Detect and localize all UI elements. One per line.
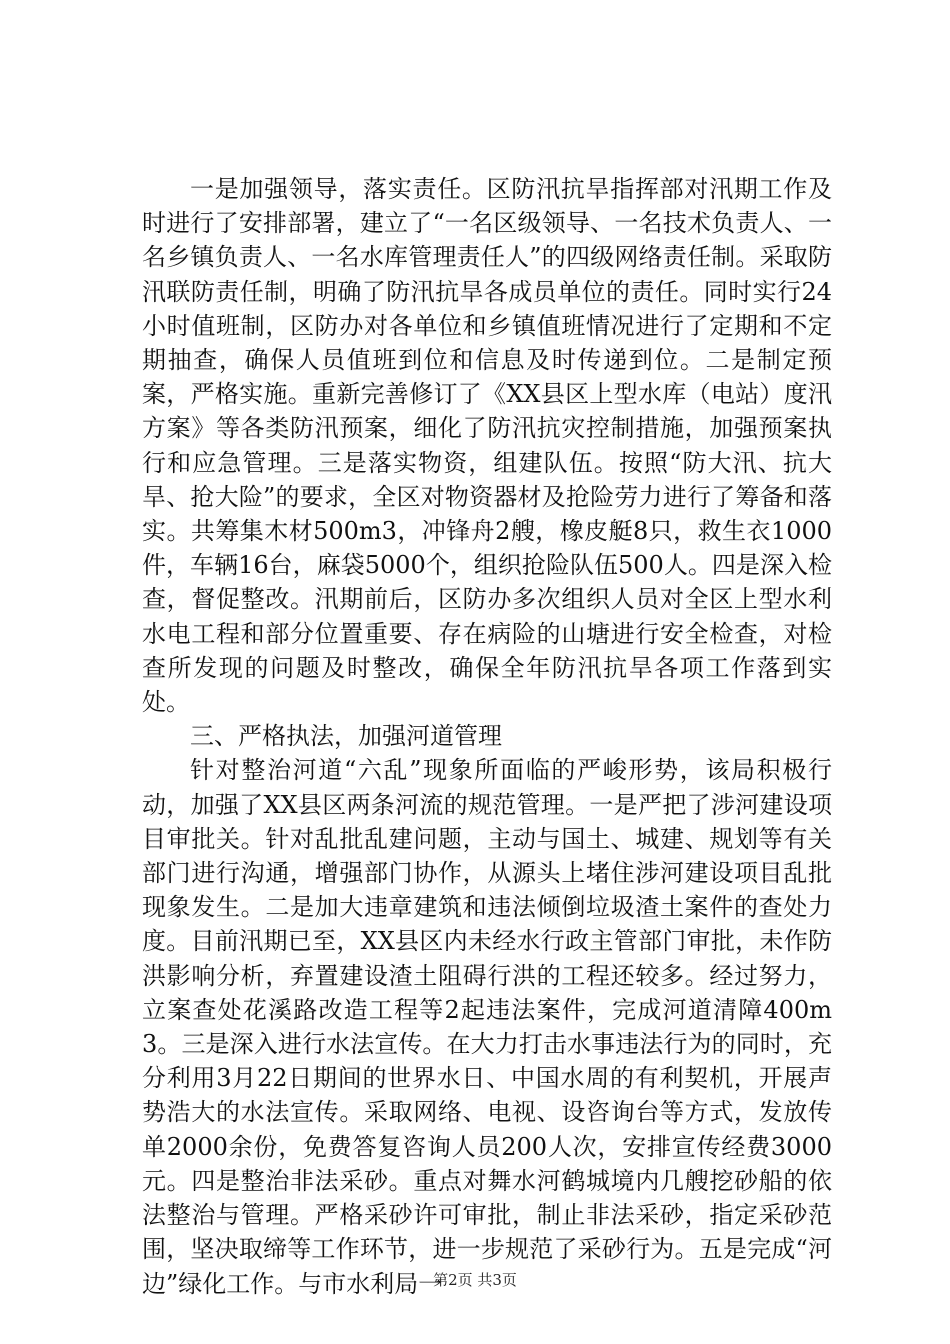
paragraph-river-management: 针对整治河道“六乱”现象所面临的严峻形势，该局积极行动，加强了XX县区两条河流的规范管理。一是严把了涉河建设项目审批关。针对乱批乱建问题，主动与国土、城建、规划等有关部门进行沟通，增强部门协作，从源头上堵住涉河建设项目乱批现象发生。二是加大违章建筑和违法倾倒垃圾渣土案件的查处力度。目前汛期已至，XX县区内未经水行政主管部门审批，未作防洪影响分析，弃置建设渣土阻碍行洪的工程还较多。经过努力，立案查处花溪路改造工程等2起违法案件，完成河道清障400m3。三是深入进行水法宣传。在大力打击水事违法行为的同时，充分利用3月22日期间的世界水日、中国水周的有利契机，开展声势浩大的水法宣传。采取网络、电视、设咨询台等方式，发放传单2000余份，免费答复咨询人员200人次，安排宣传经费3000元。四是整治非法采砂。重点对舞水河鹤城境内几艘挖砂船的依法整治与管理。严格采砂许可审批，制止非法采砂，指定采砂范围，坚决取缔等工作环节，进一步规范了采砂行为。五是完成“河边”绿化工作。与市水利局一 (142, 756, 832, 1298)
paragraph-responsibility: 一是加强领导，落实责任。区防汛抗旱指挥部对汛期工作及时进行了安排部署，建立了“一名区级领导、一名技术负责人、一名乡镇负责人、一名水库管理责任人”的四级网络责任制。采取防汛联防责任制，明确了防汛抗旱各成员单位的责任。同时实行24小时值班制，区防办对各单位和乡镇值班情况进行了定期和不定期抽查，确保人员值班到位和信息及时传递到位。二是制定预案，严格实施。重新完善修订了《XX县区上型水库（电站）度汛方案》等各类防汛预案，细化了防汛抗灾控制措施，加强预案执行和应急管理。三是落实物资，组建队伍。按照“防大汛、抗大旱、抢大险”的要求，全区对物资器材及抢险劳力进行了筹备和落实。共筹集木材500m3，冲锋舟2艘，橡皮艇8只，救生衣1000件，车辆16台，麻袋5000个，组织抢险队伍500人。四是深入检查，督促整改。汛期前后，区防办多次组织人员对全区上型水利水电工程和部分位置重要、存在病险的山塘进行安全检查，对检查所发现的问题及时整改，确保全年防汛抗旱各项工作落到实处。 (142, 175, 832, 717)
page-footer: 第2页 共3页 (433, 1271, 517, 1289)
document-body (142, 172, 832, 1301)
section-heading: 三、严格执法，加强河道管理 (190, 722, 502, 751)
